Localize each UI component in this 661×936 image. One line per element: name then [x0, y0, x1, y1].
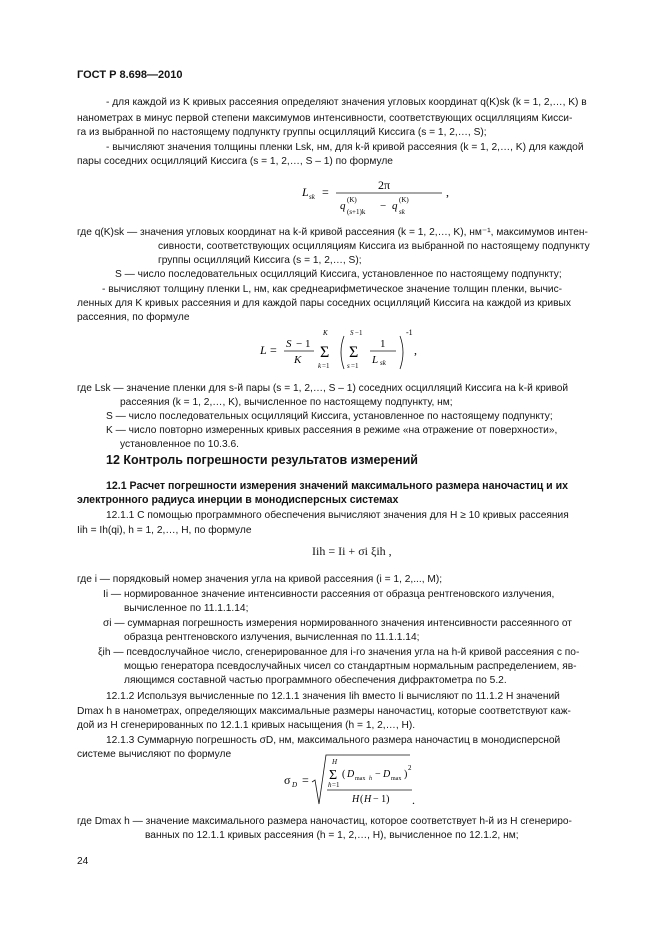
- svg-text:h: h: [328, 781, 332, 789]
- text-line: где Dmax h — значение максимального размера наночастиц, которое соответствует h-й из H сгенериро-: [77, 816, 572, 827]
- svg-text:h: h: [369, 776, 372, 782]
- text-line: Ii — нормированное значение интенсивности рассеяния от образца рентгеновского излучения,: [103, 589, 555, 600]
- svg-text:H: H: [352, 794, 360, 805]
- text-line: 12.1.2 Используя вычисленные по 12.1.1 значения Iih вместо Ii вычисляют по 11.1.2 H значений: [106, 691, 560, 702]
- svg-text:σ: σ: [284, 773, 291, 787]
- text-line: рассеяния (k = 1, 2,…, K), вычисленное по настоящему подпункту, нм;: [120, 397, 453, 408]
- svg-text:H: H: [332, 758, 338, 766]
- text-line: дой из H сгенерированных по 12.1.1 кривых насыщения (h = 1, 2,…, H).: [77, 720, 416, 731]
- svg-text:q: q: [392, 200, 398, 212]
- formula-lsk: [300, 172, 470, 220]
- text-line: - для каждой из K кривых рассеяния определяют значения угловых координат q(K)sk (k = 1, 2,…, K) в: [106, 97, 587, 108]
- svg-text:(: (: [360, 794, 364, 805]
- svg-text:,: ,: [414, 343, 417, 357]
- svg-text:sk: sk: [380, 359, 386, 367]
- text-line: 12.1.3 Суммарную погрешность σD, нм, максимального размера наночастиц в монодисперсной: [106, 735, 561, 746]
- svg-text:=1: =1: [332, 781, 340, 789]
- text-line: ξih — псевдослучайное число, сгенерированное для i-го значения угла на h-й кривой рассеяния с по-: [98, 647, 580, 658]
- svg-text:K: K: [294, 354, 302, 366]
- subsection-title: электронного радиуса инерции в монодисперсных системах: [77, 494, 399, 506]
- svg-text:H: H: [364, 794, 372, 805]
- text-line: установленное по 10.3.6.: [120, 439, 239, 450]
- text-line: ленных для K кривых рассеяния и для каждой пары соседних осцилляций Киссига на каждой из кривых: [77, 298, 571, 309]
- svg-text:sk: sk: [399, 208, 405, 216]
- section-title: 12 Контроль погрешности результатов измерений: [106, 453, 418, 467]
- svg-text:max: max: [355, 776, 366, 782]
- text-line: сивности, соответствующих осцилляциям Киссига из выбранной по настоящему подпункту: [158, 241, 590, 252]
- svg-text:(: (: [342, 769, 346, 780]
- text-line: группы осцилляций Киссига (s = 1, 2,…, S);: [158, 255, 362, 266]
- text-line: где i — порядковый номер значения угла на кривой рассеяния (i = 1, 2,..., M);: [77, 574, 443, 585]
- formula-iih: Iih = Ii + σi ξih ,: [312, 544, 392, 558]
- text-line: σi — суммарная погрешность измерения нормированного значения интенсивности рассеянного от: [103, 618, 572, 629]
- svg-text:(s+1)k: (s+1)k: [347, 208, 366, 216]
- text-line: где q(K)sk — значения угловых координат на k-й кривой рассеяния (k = 1, 2,…, K), нм⁻¹, максимумов интен-: [77, 227, 588, 238]
- svg-text:=1: =1: [351, 362, 359, 370]
- text-line: мощью генератора псевдослучайных чисел со стандартным нормальным распределением, яв-: [124, 661, 577, 672]
- svg-text:2: 2: [408, 764, 412, 772]
- svg-text:−: −: [380, 200, 387, 212]
- text-line: ляющимся составной частью программного обеспечения дифрактометра по 5.2.: [124, 675, 507, 686]
- text-line: S — число последовательных осцилляций Киссига, установленное по настоящему подпункту;: [115, 269, 562, 280]
- svg-text:1: 1: [380, 338, 386, 350]
- svg-text:q: q: [340, 200, 346, 212]
- svg-text:S: S: [350, 329, 354, 337]
- svg-text:s: s: [347, 362, 350, 370]
- svg-text:L: L: [372, 354, 379, 366]
- svg-text:Σ: Σ: [329, 768, 338, 783]
- svg-text:.: .: [412, 793, 415, 807]
- svg-text:-1: -1: [406, 328, 413, 337]
- svg-text:=: =: [322, 185, 329, 199]
- svg-text:=: =: [302, 773, 309, 787]
- svg-text:(K): (K): [347, 196, 357, 204]
- text-line: - вычисляют толщину пленки L, нм, как среднеарифметическое значение толщин пленки, вычис-: [102, 284, 563, 295]
- svg-text:=1: =1: [322, 362, 330, 370]
- page-header: ГОСТ Р 8.698—2010: [77, 69, 183, 81]
- svg-text:max: max: [391, 776, 402, 782]
- svg-text:K: K: [323, 329, 328, 337]
- svg-text:L: L: [302, 185, 309, 199]
- svg-text:−1: −1: [355, 329, 363, 337]
- text-line: - вычисляют значения толщины пленки Lsk, нм, для k-й кривой рассеяния (k = 1, 2,…, K) для каждой: [106, 142, 584, 153]
- text-line: ванных по 12.1.1 кривых рассеяния (h = 1, 2,…, H), вычисленное по 12.1.2, нм;: [145, 830, 519, 841]
- text-line: S — число последовательных осцилляций Киссига, установленное по настоящему подпункту;: [106, 411, 553, 422]
- svg-text:(K): (K): [399, 196, 409, 204]
- text-line: K — число повторно измеренных кривых рассеяния в режиме «на отражение от поверхности»,: [106, 425, 558, 436]
- text-line: образца рентгеновского излучения, вычисленная по 11.1.1.14;: [124, 632, 420, 643]
- svg-text:=: =: [270, 343, 277, 357]
- svg-text:Σ: Σ: [349, 344, 359, 361]
- svg-text:− 1): − 1): [373, 794, 390, 805]
- text-line: пары соседних осцилляций Киссига (s = 1, 2,…, S – 1) по формуле: [77, 156, 393, 167]
- text-line: га из выбранной по настоящему подпункту группы осцилляций Киссига (s = 1, 2,…, S);: [77, 127, 487, 138]
- svg-text:−: −: [375, 769, 381, 780]
- svg-text:,: ,: [446, 185, 449, 199]
- svg-text:D: D: [347, 769, 355, 780]
- text-line: Dmax h в нанометрах, определяющих максимальные размеры наночастиц, которые соответствуют каж-: [77, 706, 571, 717]
- svg-text:sk: sk: [309, 193, 315, 201]
- svg-text:2π: 2π: [378, 178, 391, 192]
- text-line: нанометрах в минус первой степени максимумов интенсивности, соответствующих осцилляциям Кисси-: [77, 113, 573, 124]
- svg-text:S: S: [286, 338, 292, 350]
- svg-text:D: D: [292, 781, 298, 789]
- page-number: 24: [77, 856, 89, 867]
- formula-sigma-d: [282, 752, 442, 810]
- svg-text:− 1: − 1: [296, 338, 311, 350]
- svg-text:): ): [404, 769, 408, 780]
- svg-text:Σ: Σ: [320, 344, 330, 361]
- svg-text:k: k: [318, 362, 322, 370]
- text-line: где Lsk — значение пленки для s-й пары (s = 1, 2,…, S – 1) соседних осцилляций Киссига на k-й кривой: [77, 383, 569, 394]
- text-line: вычисленное по 11.1.1.14;: [124, 603, 249, 614]
- text-line: Iih = Ih(qi), h = 1, 2,…, H, по формуле: [77, 525, 252, 536]
- text-line: рассеяния, по формуле: [77, 312, 190, 323]
- subsection-title: 12.1 Расчет погрешности измерения значений максимального размера наночастиц и их: [106, 480, 569, 492]
- svg-text:L: L: [260, 343, 267, 357]
- formula-l: [258, 322, 428, 382]
- text-line: 12.1.1 С помощью программного обеспечения вычисляют значения для H ≥ 10 кривых рассеяния: [106, 510, 569, 521]
- svg-text:D: D: [383, 769, 391, 780]
- text-line: системе вычисляют по формуле: [77, 749, 232, 760]
